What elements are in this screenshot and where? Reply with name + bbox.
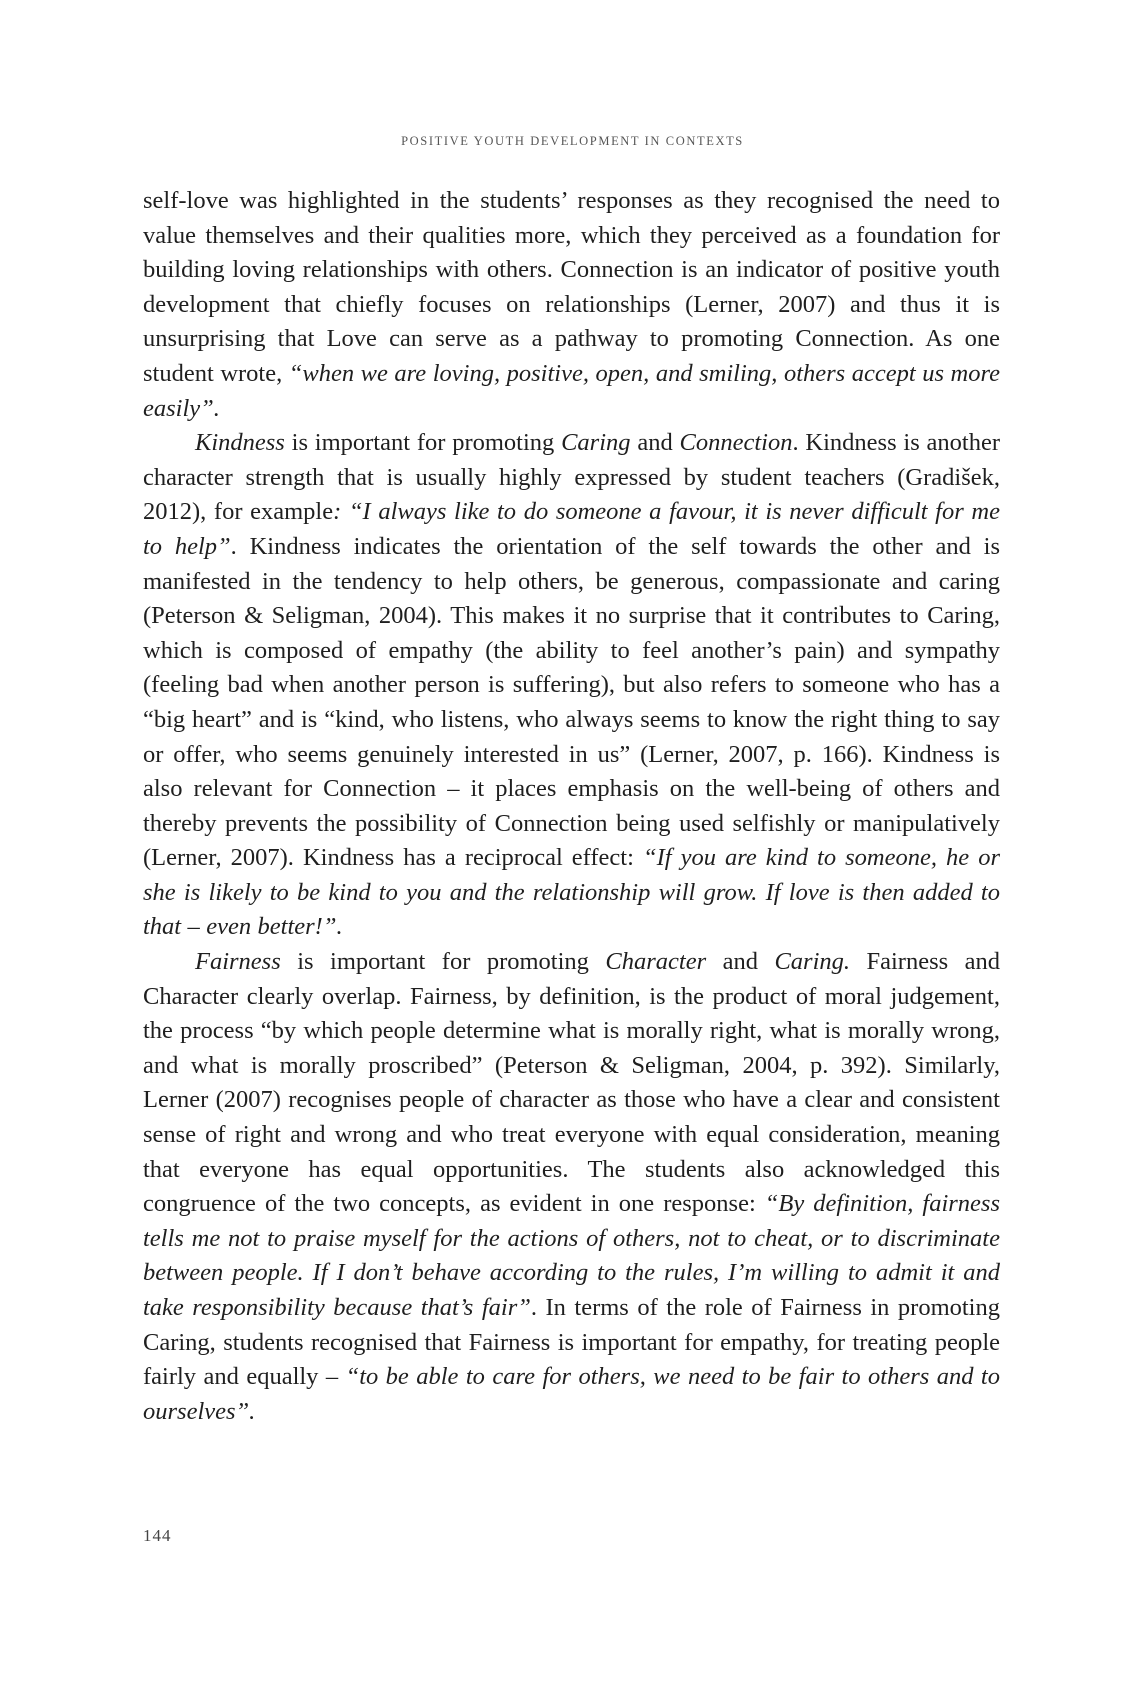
- running-head: POSITIVE YOUTH DEVELOPMENT IN CONTEXTS: [401, 134, 744, 148]
- paragraph: [143, 945, 1000, 1429]
- text-run: is important for promoting: [284, 429, 562, 457]
- italic-text-run: “when we are loving, positive, open, and smiling, others accept us more easily”.: [143, 359, 1000, 422]
- italic-text-run: Kindness: [195, 429, 285, 457]
- page-number: 144: [143, 1526, 172, 1545]
- italic-text-run: “If you are kind to someone, he or she is likely to be kind to you and the relationship will grow. If love is then added to that – even better!”.: [143, 844, 1000, 941]
- text-run: . Kindness indicates the orientation of the self towards the other and is manifested in the tendency to help others, be generous, compassionate and caring (Peterson & Seligman, 2004). This makes it no surprise that it contributes to Caring, which is composed of empathy (the ability to feel another’s pain) and sympathy (feeling bad when another person is suffering), but also refers to someone who has a “big heart” and is “kind, who listens, who always seems to know the right thing to say or offer, who seems genuinely interested in us” (Lerner, 2007, p. 166). Kindness is also relevant for Connection – it places emphasis on the well-being of others and thereby prevents the possibility of Connection being used selfishly or manipulatively (Lerner, 2007). Kindness has a reciprocal effect:: [143, 532, 1000, 872]
- text-run: and: [706, 948, 775, 976]
- italic-text-run: : “I always like to do someone a favour, it is never difficult for me to help”: [143, 498, 1000, 560]
- paragraph: [143, 184, 1000, 426]
- italic-text-run: Caring.: [774, 948, 851, 976]
- body-text: [143, 184, 1000, 1429]
- italic-text-run: “to be able to care for others, we need to be fair to others and to ourselves”.: [143, 1363, 1000, 1425]
- text-run: and: [630, 429, 680, 457]
- italic-text-run: Connection: [679, 429, 793, 457]
- paragraph: [143, 426, 1000, 945]
- italic-text-run: Character: [605, 948, 707, 976]
- text-run: . Kindness is another character strength that is usually highly expressed by student teachers (Gradišek, 2012), for example: [143, 429, 1001, 526]
- italic-text-run: “By definition, fairness tells me not to praise myself for the actions of others, not to cheat, or to discriminate between people. If I don’t behave according to the rules, I’m willing to admit it and take responsibility because that’s fair”: [143, 1190, 1000, 1321]
- italic-text-run: Caring: [561, 429, 631, 457]
- text-run: Fairness and Character clearly overlap. Fairness, by definition, is the product of moral judgement, the process “by which people determine what is morally right, what is morally wrong, and what is morally proscribed” (Peterson & Seligman, 2004, p. 392). Similarly, Lerner (2007) recognises people of character as those who have a clear and consistent sense of right and wrong and who treat everyone with equal consideration, meaning that everyone has equal opportunities. The students also acknowledged this congruence of the two concepts, as evident in one response:: [143, 948, 1001, 1218]
- text-run: is important for promoting: [280, 948, 606, 976]
- italic-text-run: Fairness: [195, 948, 281, 976]
- text-run: . In terms of the role of Fairness in promoting Caring, students recognised that Fairness is important for empathy, for treating people fairly and equally –: [143, 1294, 1000, 1391]
- text-run: self-love was highlighted in the students’ responses as they recognised the need to value themselves and their qualities more, which they perceived as a foundation for building loving relationships with others. Connection is an indicator of positive youth development that chiefly focuses on relationships (Lerner, 2007) and thus it is unsurprising that Love can serve as a pathway to promoting Connection. As one student wrote,: [143, 187, 1000, 387]
